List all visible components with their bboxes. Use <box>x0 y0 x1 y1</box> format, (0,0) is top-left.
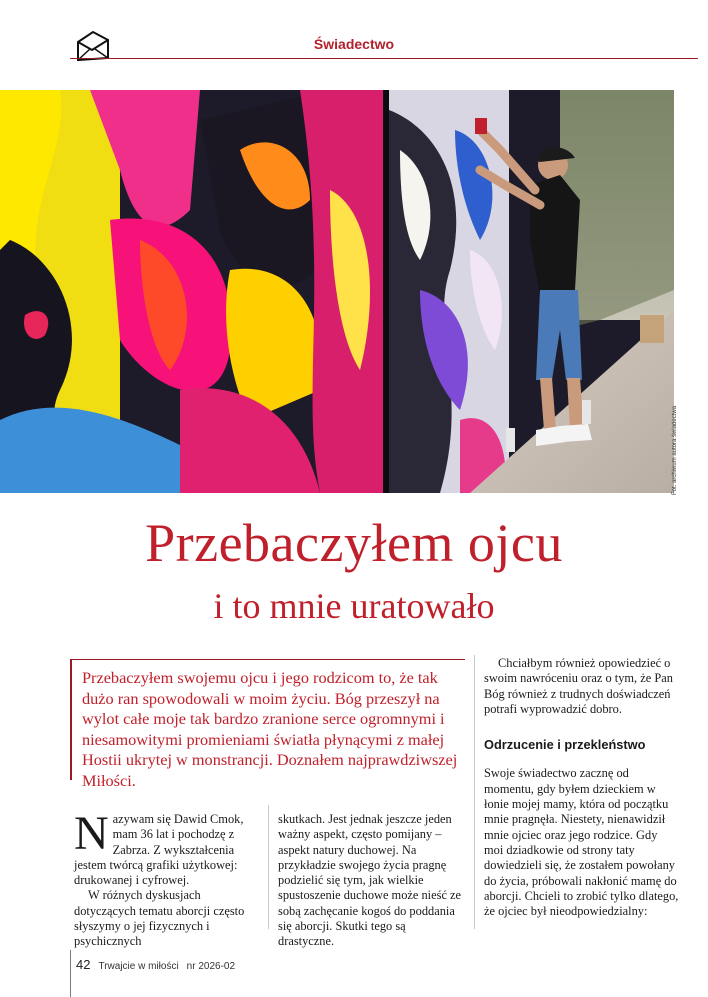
magazine-name: Trwajcie w miłości <box>98 961 179 972</box>
column-1-paragraph-1: azywam się Dawid Cmok, mam 36 lat i pochodzę z Zabrza. Z wykształcenia jestem twórcą grafiki użytkowej: drukowanej i cyfrowej. <box>74 812 244 888</box>
column-divider <box>474 655 475 929</box>
graffiti-photo <box>0 90 674 493</box>
article-subtitle: i to mnie uratowało <box>213 586 495 626</box>
photo-credit: Fot. archiwum autora świadectwa <box>672 405 678 495</box>
column-1 <box>74 807 259 950</box>
lead-rule-top <box>70 659 465 660</box>
column-divider <box>268 805 269 929</box>
column-1-paragraph-2: W różnych dyskusjach dotyczących tematu aborcji często słyszymy o jej fizycznych i psychicznych <box>74 888 245 949</box>
lead-rule-left <box>70 660 72 780</box>
header-rule <box>70 58 698 59</box>
column-3-paragraph-2: Swoje świadectwo zacznę od momentu, gdy byłem dzieckiem w łonie mojej mamy, która od początku mnie pragnęła. Niestety, nienawidził mnie ojciec oraz jego rodzice. Gdy moi dziadkowie od strony taty dowiedzieli się, że zostałem powołany do życia, próbowali nakłonić mamę do aborcji. Chcieli to zrobić tylko dlatego, że ojciec był nieodpowiedzialny: <box>484 766 679 919</box>
section-heading: Odrzucenie i przekleństwo <box>484 737 646 753</box>
column-3 <box>484 656 679 919</box>
drop-cap: N <box>74 807 109 860</box>
column-2-paragraph-1: skutkach. Jest jednak jeszcze jeden ważny aspekt, często pomijany – aspekt natury duchowej. Na przykładzie swojego życia pragnę podzielić się tym, jak wielkie spustoszenie duchowe może nieść ze sobą zachęcanie kogoś do poddania się aborcji. Skutki tego są drastyczne. <box>278 812 462 949</box>
issue-number: nr 2026-02 <box>186 961 236 972</box>
footer-rule <box>70 950 71 997</box>
page-footer <box>76 957 235 972</box>
article-lead: Przebaczyłem swojemu ojcu i jego rodzicom to, że tak dużo ran spowodowali w moim życiu. Bóg przeszył na wylot całe moje tak bardzo zranione serce ogromnymi i niesamowitymi promieniami światła płynącymi z małej Hostii ukrytej w monstrancji. Doznałem najprawdziwszej Miłości. <box>82 668 458 790</box>
article-title: Przebaczyłem ojcu <box>145 513 563 573</box>
section-label: Świadectwo <box>313 36 395 52</box>
column-2 <box>278 812 463 950</box>
page-number: 42 <box>76 957 91 972</box>
column-3-paragraph-1: Chciałbym również opowiedzieć o swoim nawróceniu oraz o tym, że Pan Bóg również z trudnych doświadczeń potrafi wyprowadzić dobro. <box>484 656 673 716</box>
